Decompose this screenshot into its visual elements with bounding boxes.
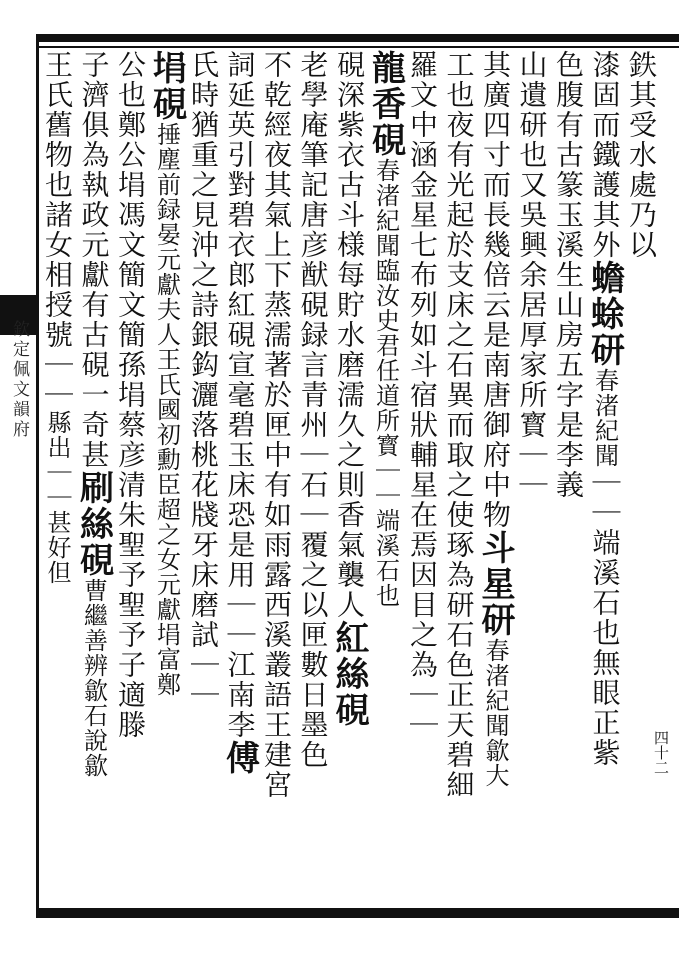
entry-heading: 龍香硯 [365,50,406,158]
body-text: 硯深紫衣古斗様每貯水磨濡久之則香氣襲人 [333,50,366,620]
text-column [405,50,439,920]
body-text: ｜｜端溪石也無眼正紫 [588,468,622,768]
top-border-inner-rule [36,46,679,48]
text-column [296,50,330,920]
text-column [146,50,187,920]
text-column [624,50,658,920]
body-text: 其廣四寸而長幾倍云是南唐御府中物 [479,50,512,530]
body-text: 子濟俱為執政元獻有古硯一奇甚 [77,50,111,470]
text-column [584,50,625,920]
source-citation: 曹繼善辨歙石說歙 [79,578,108,778]
left-border-rule [36,34,39,918]
entry-heading: 紅絲硯 [329,620,369,728]
text-column [329,50,369,920]
text-column [219,50,260,920]
body-text: 王氏舊物也諸女相授號｜｜ [41,50,74,410]
body-text: 氏時猶重之見沖之詩銀鈎灑落桃花牋牙床磨試｜｜ [187,50,220,710]
body-text: 鉄其受水處乃以 [625,50,658,260]
text-column [442,50,476,920]
body-text: 工也夜有光起於支床之石異而取之使琢為研石色正天碧細 [442,50,476,800]
entry-heading: 埍硯 [146,50,187,122]
body-text: 不乾經夜其氣上下蒸濡著於匣中有如雨露西溪叢語王建宮 [260,50,293,800]
source-citation: 春渚紀聞臨汝史君任道所寳｜｜端溪石也 [371,158,400,608]
body-text: 山遺研也又吳興余居厚家所寳｜｜ [515,50,549,500]
page-number: 四十二 [652,730,670,775]
entry-heading: 斗星研 [475,530,515,638]
text-column [73,50,114,920]
text-column [365,50,406,920]
source-citation: 春渚紀聞歙大 [481,638,509,788]
text-column [475,50,515,920]
body-text: 公也鄭公埍馮文簡文簡孫埍蔡彦清朱聖予聖予子適滕 [114,50,147,740]
body-text: 漆固而鐵護其外 [588,50,622,260]
text-column [551,50,585,920]
body-text: 羅文中涵金星七布列如斗宿狀輔星在焉因目之為｜｜ [406,50,439,740]
book-title-margin: 欽定佩文韻府 [9,320,29,440]
entry-heading: 傅 [219,740,260,776]
top-border-rule [36,34,679,42]
text-column [40,50,74,920]
body-text: 色腹有古篆玉溪生山房五字是李義 [552,50,585,500]
body-text: 詞延英引對碧衣郎紅硯宣毫碧玉床恐是用｜｜江南李 [223,50,257,740]
entry-heading: 刷絲硯 [73,470,114,578]
text-column [515,50,549,920]
source-citation: 縣出｜｜甚好但 [43,410,71,585]
text-column [113,50,147,920]
text-column [186,50,220,920]
text-column [259,50,293,920]
entry-heading: 蟾蜍研 [584,260,625,368]
source-citation: 春渚紀聞 [590,368,619,468]
source-citation: 捶塵前録晏元獻夫人王氏國初勳臣超之女元獻埍富鄭 [152,122,181,697]
body-text: 老學庵筆記唐彦猷硯録言青州｜石｜覆之以匣數日墨色 [296,50,330,770]
